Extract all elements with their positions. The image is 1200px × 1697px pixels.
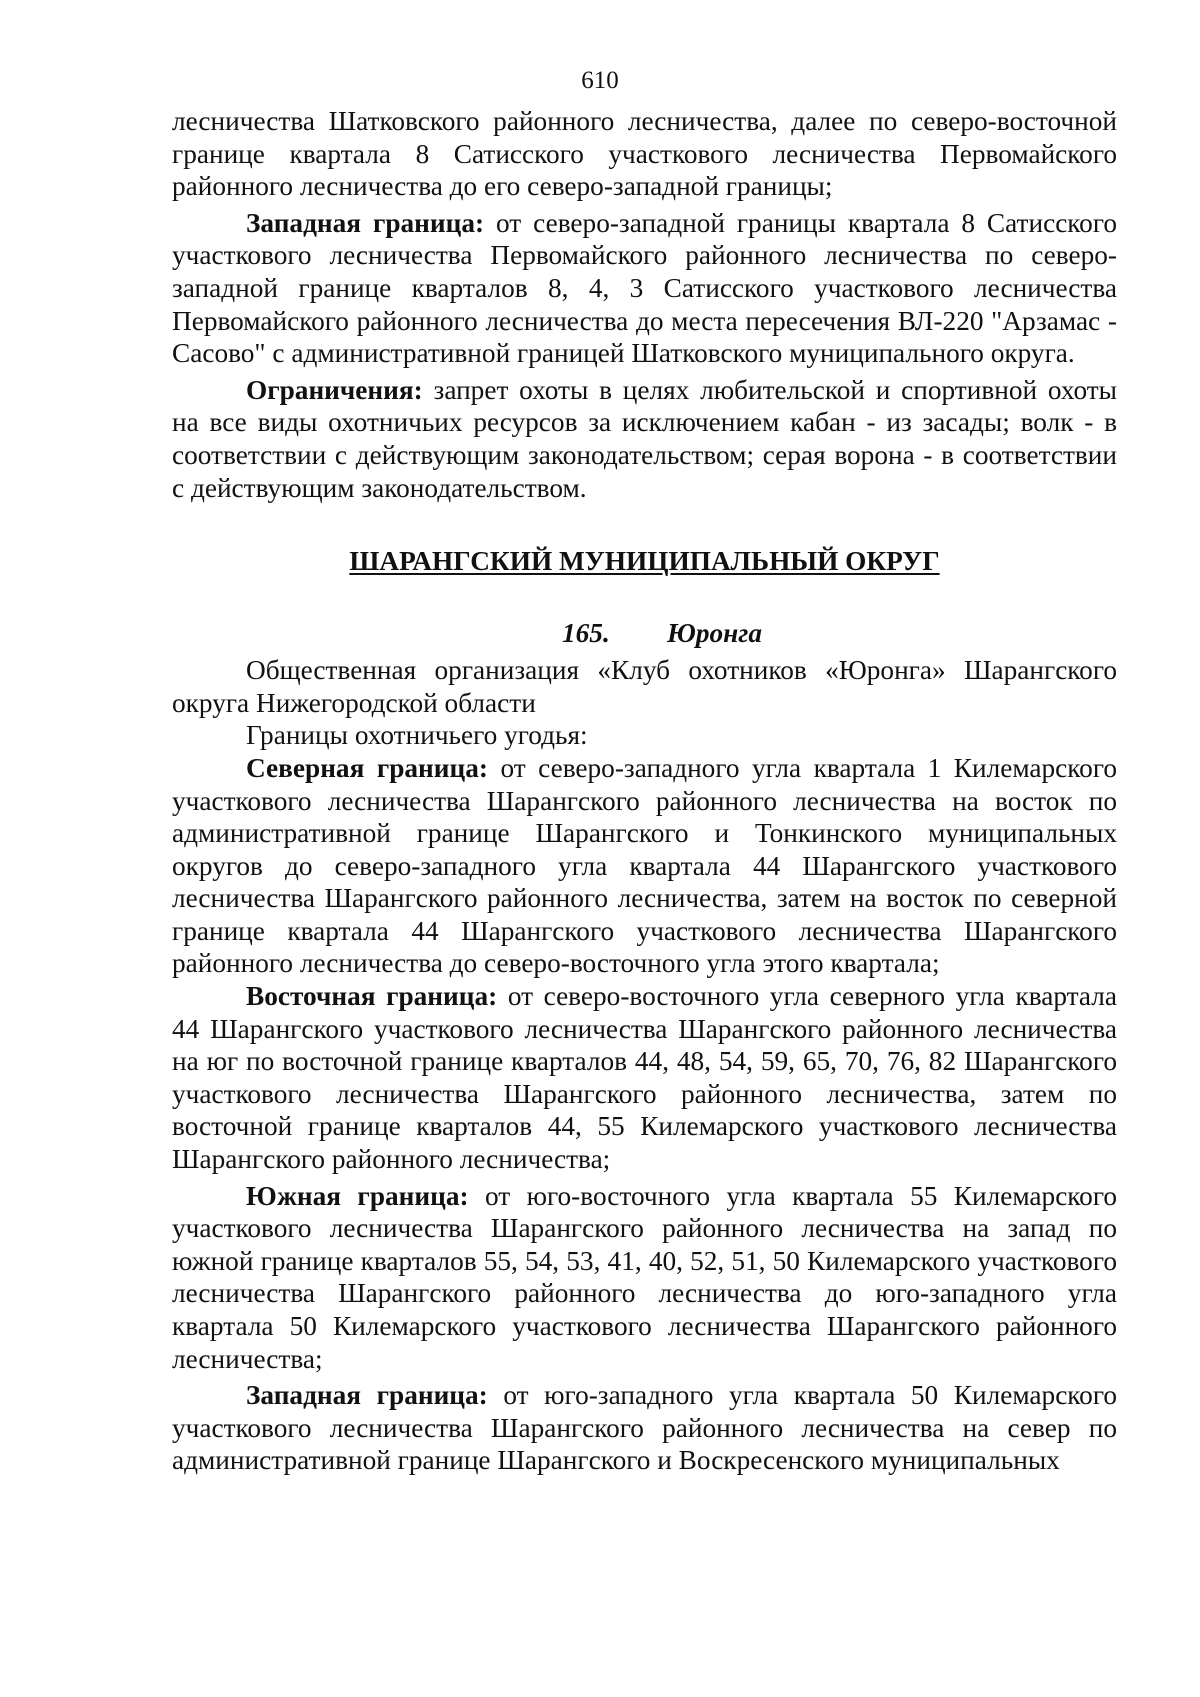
restrictions-text: запрет охоты в целях любительской и спортивной охоты на все виды охотничьих ресурсов за исключением кабан - из засады; волк - в соответствии с действующим законодательством; серая ворона - в соответствии с действующим законодательством.: [172, 374, 1117, 503]
west-boundary-paragraph: [172, 1379, 1117, 1477]
east-boundary-label: Восточная граница:: [246, 981, 498, 1012]
prev-west-boundary-label: Западная граница:: [246, 207, 485, 238]
north-boundary-paragraph: [172, 752, 1117, 980]
restrictions-paragraph: [172, 374, 1117, 504]
south-boundary-label: Южная граница:: [246, 1180, 469, 1211]
north-boundary-label: Северная граница:: [246, 752, 488, 783]
prev-west-boundary-text: от северо-западной границы квартала 8 Сатисского участкового лесничества Первомайского районного лесничества по северо-западной границе кварталов 8, 4, 3 Сатисского участкового лесничества Первомайского районного лесничества до места пересечения ВЛ-220 "Арзамас - Сасово" с административной границей Шатковского муниципального округа.: [172, 207, 1117, 369]
west-boundary-label: Западная граница:: [246, 1380, 488, 1411]
restrictions-label: Ограничения:: [246, 374, 423, 405]
entry-name: Юронга: [667, 618, 763, 649]
boundaries-intro: Границы охотничьего угодья:: [246, 720, 588, 751]
east-boundary-paragraph: [172, 980, 1117, 1176]
south-boundary-paragraph: [172, 1180, 1117, 1376]
south-boundary-text: от юго-восточного угла квартала 55 Килемарского участкового лесничества Шарангского районного лесничества на запад по южной границе кварталов 55, 54, 53, 41, 40, 52, 51, 50 Килемарского участкового лесничества Шарангского районного лесничества до юго-западного угла квартала 50 Килемарского участкового лесничества Шарангского районного лесничества;: [172, 1180, 1117, 1374]
west-boundary-text: от юго-западного угла квартала 50 Килемарского участкового лесничества Шарангского районного лесничества на север по административной границе Шарангского и Воскресенского муниципальных: [172, 1380, 1117, 1476]
north-boundary-text: от северо-западного угла квартала 1 Килемарского участкового лесничества Шарангского районного лесничества на восток по административной границе Шарангского и Тонкинского муниципальных округов до северо-западного угла квартала 44 Шарангского участкового лесничества Шарангского районного лесничества, затем на восток по северной границе квартала 44 Шарангского участкового лесничества Шарангского районного лесничества до северо-восточного угла этого квартала;: [172, 752, 1117, 979]
district-heading: ШАРАНГСКИЙ МУНИЦИПАЛЬНЫЙ ОКРУГ: [349, 546, 940, 577]
entry-number: 165.: [562, 618, 610, 649]
organization-paragraph: Общественная организация «Клуб охотников «Юронга» Шарангского округа Нижегородской области: [172, 655, 1117, 718]
intro-continuation-paragraph: лесничества Шатковского районного лесничества, далее по северо-восточной границе квартала 8 Сатисского участкового лесничества Первомайского районного лесничества до его северо-западной границы;: [172, 106, 1117, 202]
prev-west-boundary-paragraph: [172, 207, 1117, 370]
document-body: [172, 105, 1117, 1477]
page-number: 610: [581, 67, 619, 94]
entry-title: [172, 616, 1117, 650]
east-boundary-text: от северо-восточного угла северного угла квартала 44 Шарангского участкового лесничества Шарангского районного лесничества на юг по восточной границе кварталов 44, 48, 54, 59, 65, 70, 76, 82 Шарангского участкового лесничества Шарангского районного лесничества, затем по восточной границе кварталов 44, 55 Килемарского участкового лесничества Шарангского районного лесничества;: [172, 981, 1117, 1175]
